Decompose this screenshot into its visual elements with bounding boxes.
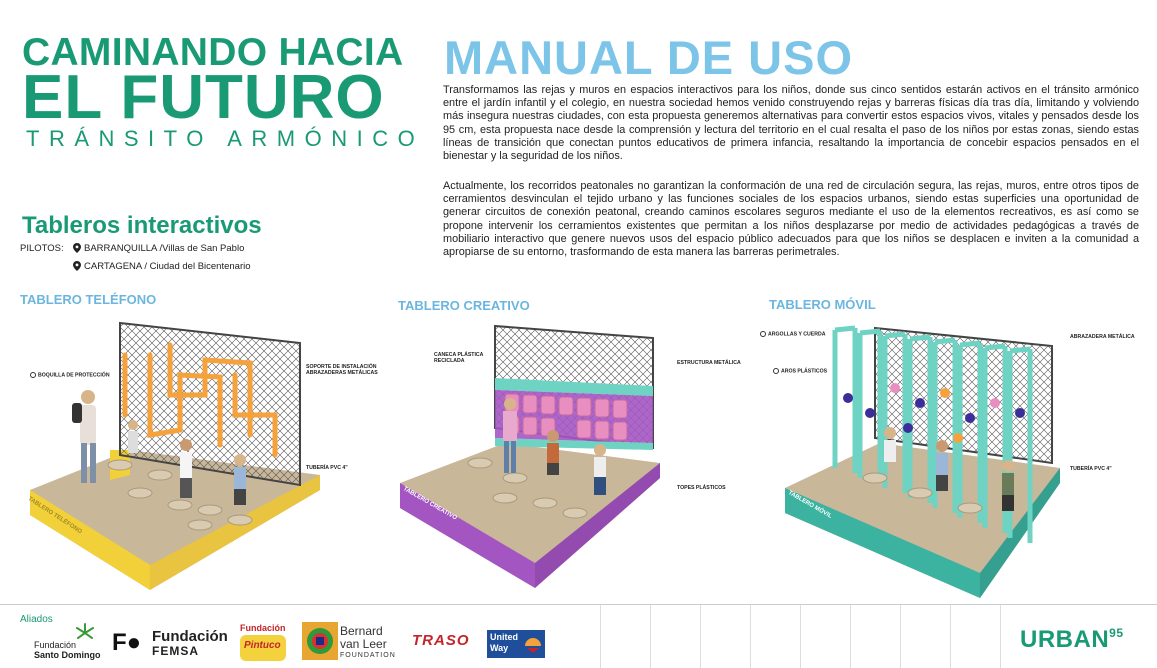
footer-grid-line xyxy=(750,605,751,668)
note-caneca: CANECA PLÁSTICA RECICLADA xyxy=(434,352,484,364)
note-argollas: ARGOLLAS Y CUERDA xyxy=(760,331,825,337)
leaf-icon xyxy=(74,622,96,644)
logo-fundacion-femsa: F● Fundación FEMSA xyxy=(112,628,228,658)
note-abrazadera: ABRAZADERA METÁLICA xyxy=(1070,334,1135,340)
urban95-logo: URBAN$^{95}$ xyxy=(1020,626,1124,653)
footer-grid-line xyxy=(800,605,801,668)
united-way-hand-icon xyxy=(523,634,543,654)
board-title-movil: TABLERO MÓVIL xyxy=(769,297,876,312)
location-text: CARTAGENA / Ciudad del Bicentenario xyxy=(84,261,251,272)
footer-grid-line xyxy=(650,605,651,668)
location-item xyxy=(73,243,244,255)
logo-fundacion-santo-domingo: Fundación Santo Domingo xyxy=(34,622,100,662)
pilotos-label: PILOTOS: xyxy=(20,243,64,254)
paragraph-1: Transformamos las rejas y muros en espacios interactivos para los niños, donde sus cinco sentidos estarán activos en el tránsito armónico entre el jardín infantil y el colegio, en nuestra sociedad hemos venido construyendo rejas y barreras físicas día tras día, limitando y volviendo más insegura nuestras ciudades, con esta propuesta generemos alternativas para convertir estos espacios vivos, vitales y pensados desde los 95 cm, esta propuesta nace desde la comprensión y lectura del territorio en el cual resalta el paso de los niños por estas zonas, siendo estas líneas de transición que conectan puntos educativos de primera infancia, resaltando la importancia de concebir espacios pensados en el bienestar y la seguridad de los niños. xyxy=(443,84,1139,163)
footer-grid-line xyxy=(850,605,851,668)
board-title-telefono: TABLERO TELÉFONO xyxy=(20,292,157,307)
footer-grid-line xyxy=(600,605,601,668)
footer-grid-line xyxy=(1000,605,1001,668)
note-estructura: ESTRUCTURA METÁLICA xyxy=(677,360,741,366)
bernard-van-leer-mark-icon xyxy=(302,622,338,660)
footer-grid-line xyxy=(900,605,901,668)
logo-fundacion-pintuco: Fundación Pintuco xyxy=(240,623,290,663)
aliados-label: Aliados xyxy=(20,614,53,625)
map-pin-icon xyxy=(73,243,81,253)
logo-united-way: United Way xyxy=(487,630,545,658)
note-boquilla: BOQUILLA DE PROTECCIÓN xyxy=(30,372,110,378)
callout-dot-icon xyxy=(30,372,36,378)
femsa-mark-icon: F● xyxy=(112,629,142,656)
note-aros: AROS PLÁSTICOS xyxy=(773,368,827,374)
manual-heading: MANUAL DE USO xyxy=(444,31,854,84)
note-soporte: SOPORTE DE INSTALACIÓN ABRAZADERAS METÁLICAS xyxy=(306,364,378,376)
tableros-heading: Tableros interactivos xyxy=(22,212,262,239)
board-title-creativo: TABLERO CREATIVO xyxy=(398,298,530,313)
board-base-label: TABLERO CREATIVO xyxy=(402,486,458,522)
note-tuberia-movil: TUBERÍA PVC 4" xyxy=(1070,466,1112,472)
callout-dot-icon xyxy=(760,331,766,337)
tablero-telefono-illustration xyxy=(20,315,340,595)
callout-dot-icon xyxy=(773,368,779,374)
logo-bernard-van-leer: Bernard van Leer FOUNDATION xyxy=(302,622,402,664)
map-pin-icon xyxy=(73,261,81,271)
footer-grid-line xyxy=(700,605,701,668)
logo-traso: TRASO xyxy=(412,632,470,649)
footer-divider xyxy=(0,604,1157,605)
board-base-label: TABLERO TELÉFONO xyxy=(26,496,83,536)
subtitle: TRÁNSITO ARMÓNICO xyxy=(26,126,425,151)
title-line-1: CAMINANDO HACIA xyxy=(22,31,404,74)
tablero-movil-illustration xyxy=(780,318,1070,603)
board-base-label: TABLERO MÓVIL xyxy=(787,490,833,520)
location-text: BARRANQUILLA /Villas de San Pablo xyxy=(84,243,245,254)
paragraph-2: Actualmente, los recorridos peatonales no garantizan la conformación de una red de circulación segura, las rejas, muros, entre otros tipos de cerramientos desvinculan el tejido urbano y las funciones sociales de los espacios urbanos, siendo estas superficies una oportunidad de generar circuitos de conexión peatonal, creando caminos escolares seguros mediante el uso de la elementos recreativos, es así como se propone intervenir los cerramientos existentes que permitan a los niños desplazarse por medio de actividades pedagógicas a través de mobiliario interactivo que genere nuevos usos del espacio público adecuados para que los niños se desplacen e inviten a la comunidad a apropiarse de su entorno, trasformando de esta manera las barreras perimetrales. xyxy=(443,180,1139,259)
title-line-2: EL FUTURO xyxy=(22,63,385,132)
note-topes: TOPES PLÁSTICOS xyxy=(677,485,726,491)
note-tuberia: TUBERÍA PVC 4" xyxy=(306,465,348,471)
footer-grid-line xyxy=(950,605,951,668)
location-item xyxy=(73,261,251,273)
